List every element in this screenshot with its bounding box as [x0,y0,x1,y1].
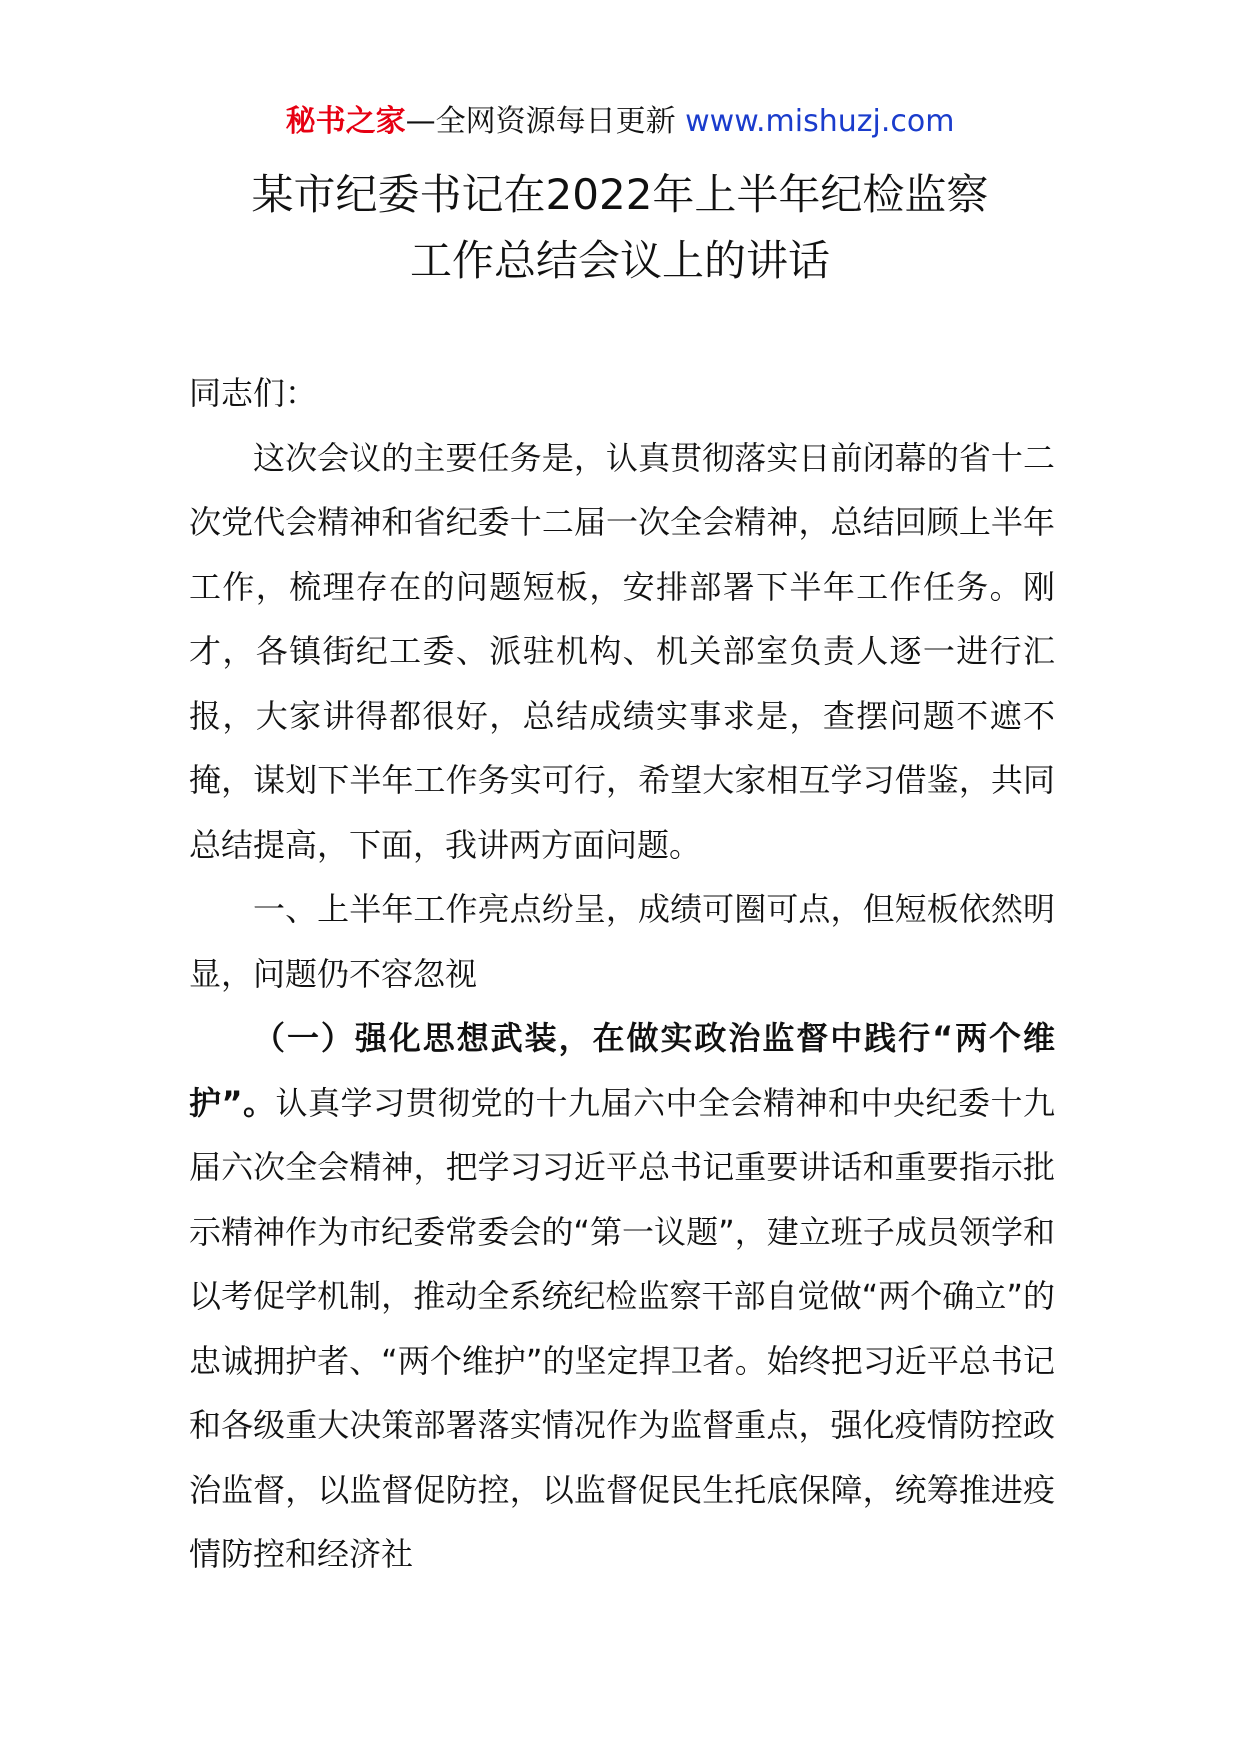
subsection-paragraph-1 [189,1006,1055,1587]
header-tagline: —全网资源每日更新 [405,104,676,139]
brand-name: 秘书之家 [285,104,406,139]
subsection-heading-1: （一）强化思想武装，在做实政治监督中践行“两个维护”。 [189,1019,1055,1122]
section-heading-1: 一、上半年工作亮点纷呈，成绩可圈可点，但短板依然明显，问题仍不容忽视 [189,890,1055,993]
document-title [0,162,1240,294]
site-url-link[interactable]: www.mishuzj.com [685,104,955,139]
document-body [189,361,1055,1587]
subsection-text-1: 认真学习贯彻党的十九届六中全会精神和中央纪委十九届六次全会精神，把学习习近平总书记重要讲话和重要指示批示精神作为市纪委常委会的“第一议题”，建立班子成员领学和以考促学机制，推动全系统纪检监察干部自觉做“两个确立”的忠诚拥护者、“两个维护”的坚定捍卫者。始终把习近平总书记和各级重大决策部署落实情况作为监督重点，强化疫情防控政治监督，以监督促防控，以监督促民生托底保障，统筹推进疫情防控和经济社 [189,1083,1055,1573]
paragraph-intro: 这次会议的主要任务是，认真贯彻落实日前闭幕的省十二次党代会精神和省纪委十二届一次全会精神，总结回顾上半年工作，梳理存在的问题短板，安排部署下半年工作任务。刚才，各镇街纪工委、派驻机构、机关部室负责人逐一进行汇报，大家讲得都很好，总结成绩实事求是，查摆问题不遮不掩，谋划下半年工作务实可行，希望大家相互学习借鉴，共同总结提高，下面，我讲两方面问题。 [189,438,1055,864]
title-line-1: 某市纪委书记在2022年上半年纪检监察 [251,170,989,219]
header-banner [0,100,1240,144]
title-line-2: 工作总结会议上的讲话 [409,236,830,285]
salutation: 同志们： [189,374,318,412]
